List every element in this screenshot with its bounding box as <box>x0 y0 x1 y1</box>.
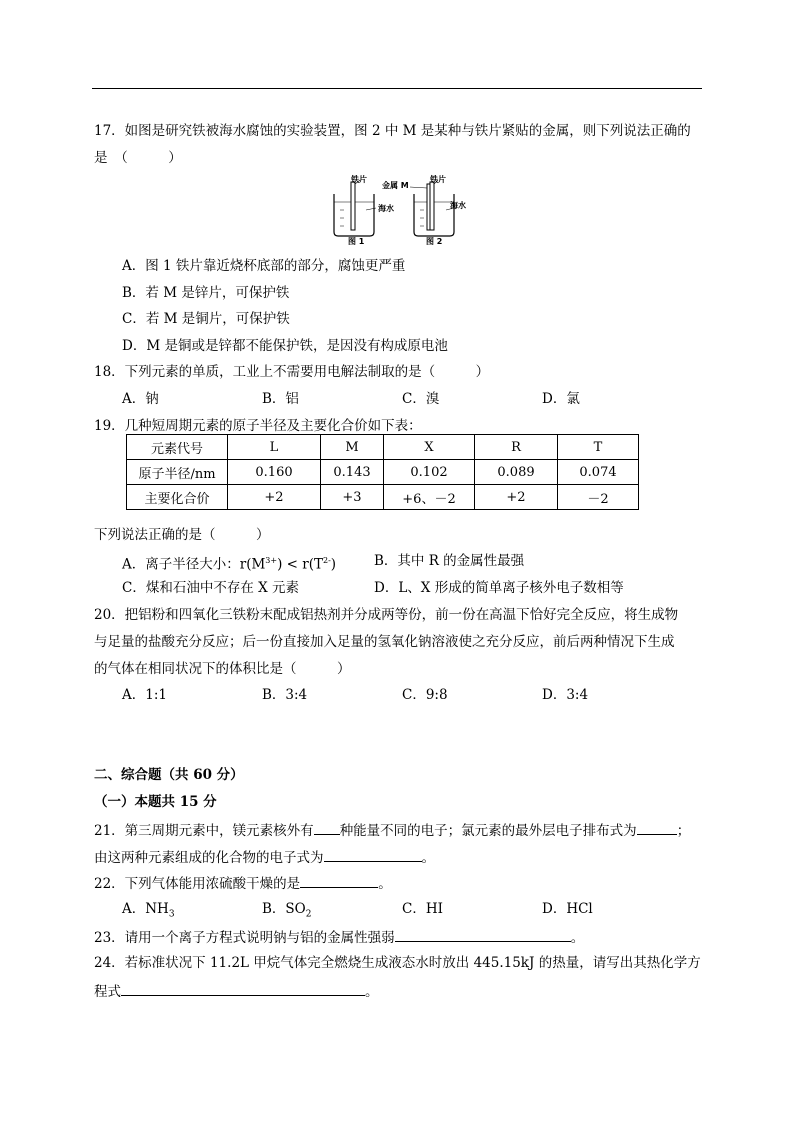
q19-element-table <box>126 434 639 510</box>
table-row <box>127 460 639 485</box>
q19-option-a <box>122 552 336 574</box>
q21-answer-blank[interactable] <box>324 847 422 862</box>
table-cell: +6、－2 <box>384 485 475 510</box>
fig1-iron-label: 铁片 <box>351 175 367 184</box>
q20-stem-line3: 的气体在相同状况下的体积比是（ ） <box>94 661 351 677</box>
q21-text: 21．第三周期元素中，镁元素核外有 <box>94 823 314 839</box>
q23-answer-blank[interactable] <box>395 927 571 942</box>
q24-text: 。 <box>365 984 379 1000</box>
q22-stem <box>94 873 392 893</box>
q17-stem-line2: 是 （ ） <box>94 150 182 166</box>
q24-answer-blank[interactable] <box>121 981 365 996</box>
q20-option-a: A．1:1 <box>122 687 167 703</box>
fig2-water-label: 海水 <box>450 201 466 210</box>
q18-option-a: A．钠 <box>122 391 159 407</box>
q17-option-a: A．图 1 铁片靠近烧杯底部的部分，腐蚀更严重 <box>122 258 406 274</box>
q23-stem <box>94 927 584 947</box>
table-header-row <box>127 435 639 460</box>
q21-text: 由这两种元素组成的化合物的电子式为 <box>94 850 324 866</box>
figure1-beaker <box>334 182 374 236</box>
q20-option-b: B．3:4 <box>262 687 308 703</box>
q22-option-c: C．HI <box>402 901 443 917</box>
section-title: 二、综合题（共 60 分） <box>94 767 244 783</box>
q22-option-a-text: A．NH <box>122 901 169 917</box>
table-cell: 0.074 <box>558 460 639 485</box>
q21-text: 种能量不同的电子；氯元素的最外层电子排布式为 <box>339 823 637 839</box>
q17-figure <box>326 174 476 246</box>
q21-answer-blank[interactable] <box>637 820 677 835</box>
q22-option-a <box>122 900 175 924</box>
table-header-cell: 元素代号 <box>127 435 228 460</box>
q19-option-d: D．L、X 形成的简单离子核外电子数相等 <box>374 580 624 596</box>
q18-option-c: C．溴 <box>402 391 440 407</box>
q17-option-c: C．若 M 是铜片，可保护铁 <box>122 311 290 327</box>
q19-option-a-text: ) < r(T <box>277 556 323 573</box>
fig2-caption: 图 2 <box>426 237 443 246</box>
q21-line2 <box>94 847 435 867</box>
table-cell: 0.102 <box>384 460 475 485</box>
q17-option-b: B．若 M 是锌片，可保护铁 <box>122 285 290 301</box>
q19-option-c: C．煤和石油中不存在 X 元素 <box>122 580 300 596</box>
table-cell: +2 <box>228 485 321 510</box>
q24-text: 程式 <box>94 984 121 1000</box>
fig1-water-label: 海水 <box>378 204 394 213</box>
table-cell: 原子半径/nm <box>127 460 228 485</box>
q22-answer-blank[interactable] <box>300 873 378 888</box>
q22-option-a-subscript: 3 <box>168 909 175 920</box>
q23-text: 。 <box>570 930 585 946</box>
table-cell: +2 <box>475 485 558 510</box>
q19-option-a-text: A．离子半径大小：r(M <box>122 556 266 573</box>
q22-option-b-text: B．SO <box>262 901 306 917</box>
fig2-metal-label: 金属 M <box>382 181 409 190</box>
table-cell: 0.089 <box>475 460 558 485</box>
table-header-cell: L <box>228 435 321 460</box>
table-row <box>127 485 639 510</box>
q20-stem-line1: 20．把铝粉和四氧化三铁粉末配成铝热剂并分成两等份，前一份在高温下恰好完全反应，将生成物 <box>94 607 679 623</box>
q19-option-b: B．其中 R 的金属性最强 <box>374 553 525 569</box>
q22-option-b <box>262 900 311 924</box>
fig1-caption: 图 1 <box>348 237 365 246</box>
q24-stem-line2 <box>94 981 379 1001</box>
table-cell: 主要化合价 <box>127 485 228 510</box>
figure2-beaker <box>414 182 454 236</box>
subsection-title: （一）本题共 15 分 <box>94 794 217 810</box>
q19-option-a-text: ) <box>330 556 337 573</box>
table-header-cell: M <box>321 435 384 460</box>
table-cell: +3 <box>321 485 384 510</box>
fig2-iron-label: 铁片 <box>430 175 446 184</box>
q17-stem-line1: 17．如图是研究铁被海水腐蚀的实验装置，图 2 中 M 是某种与铁片紧贴的金属，则下列说法正确的 <box>94 123 691 139</box>
q21-answer-blank[interactable] <box>314 820 340 835</box>
q18-option-b: B．铝 <box>262 391 299 407</box>
table-header-cell: R <box>475 435 558 460</box>
q21-text: ； <box>676 823 691 839</box>
q21-text: 。 <box>421 850 435 866</box>
q18-stem: 18．下列元素的单质，工业上不需要用电解法制取的是（ ） <box>94 364 490 380</box>
q20-stem-line2: 与足量的盐酸充分反应；后一份直接加入足量的氢氧化钠溶液使之充分反应，前后两种情况下生成 <box>94 634 675 650</box>
q19-option-a-charge: 2- <box>322 556 331 565</box>
table-cell: 0.143 <box>321 460 384 485</box>
q23-text: 23．请用一个离子方程式说明钠与铝的金属性强弱 <box>94 930 395 946</box>
q19-option-a-charge: 3+ <box>265 556 278 565</box>
q24-stem-line1: 24．若标准状况下 11.2L 甲烷气体完全燃烧生成液态水时放出 445.15kJ 的热量，请写出其热化学方 <box>94 955 701 971</box>
q22-text: 22．下列气体能用浓硫酸干燥的是 <box>94 876 301 892</box>
q17-option-d: D．M 是铜或是锌都不能保护铁，是因没有构成原电池 <box>122 338 448 354</box>
q21-line1 <box>94 820 690 840</box>
q19-stem: 19．几种短周期元素的原子半径及主要化合价如下表： <box>94 418 422 434</box>
q20-option-d: D．3:4 <box>542 687 589 703</box>
header-rule <box>92 88 702 89</box>
q22-option-d: D．HCl <box>542 901 593 917</box>
table-cell: －2 <box>558 485 639 510</box>
table-header-cell: T <box>558 435 639 460</box>
q22-text: 。 <box>378 876 392 892</box>
q22-option-b-subscript: 2 <box>305 909 312 920</box>
table-cell: 0.160 <box>228 460 321 485</box>
table-header-cell: X <box>384 435 475 460</box>
q18-option-d: D．氯 <box>542 391 580 407</box>
q20-option-c: C．9:8 <box>402 687 448 703</box>
q19-prompt: 下列说法正确的是（ ） <box>94 527 270 543</box>
